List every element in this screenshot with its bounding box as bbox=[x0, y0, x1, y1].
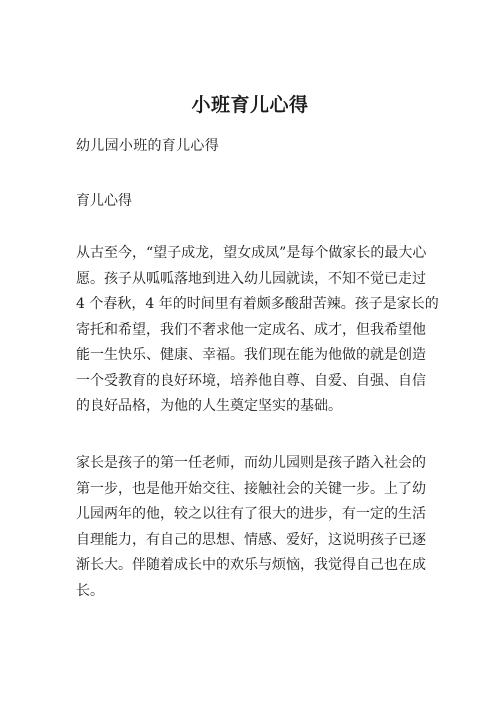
paragraph-1 bbox=[76, 241, 439, 420]
paragraph-line: 寄托和希望，我们不奢求他一定成名、成才，但我希望他 bbox=[76, 321, 426, 338]
paragraph-line: 能一生快乐、健康、幸福。我们现在能为他做的就是创造 bbox=[76, 347, 426, 363]
paragraph-line: 儿园两年的他，较之以往有了很大的进步，有一定的生活 bbox=[76, 506, 426, 522]
paragraph-line: 从古至今，“望子成龙，望女成凤”是每个做家长的最大心 bbox=[76, 245, 427, 261]
paragraph-2 bbox=[76, 451, 426, 604]
paragraph-line: 的良好品格，为他的人生奠定坚实的基础。 bbox=[76, 398, 342, 414]
paragraph-line: 长。 bbox=[76, 582, 104, 599]
paragraph-line: 第一步，也是他开始交往、接触社会的关键一步。上了幼 bbox=[76, 480, 426, 497]
paragraph-line: 愿。孩子从呱呱落地到进入幼儿园就读，不知不觉已走过 bbox=[76, 270, 426, 287]
section-heading: 育儿心得 bbox=[76, 193, 132, 209]
paragraph-line: 自理能力，有自己的思想、情感、爱好，这说明孩子已逐 bbox=[76, 531, 426, 548]
paragraph-line: 4 个春秋，4 年的时间里有着颇多酸甜苦辣。孩子是家长的 bbox=[76, 296, 439, 312]
document-subtitle: 幼儿园小班的育儿心得 bbox=[76, 138, 219, 154]
paragraph-line: 一个受教育的良好环境，培养他自尊、自爱、自强、自信 bbox=[76, 372, 426, 389]
paragraph-line: 家长是孩子的第一任老师，而幼儿园则是孩子踏入社会的 bbox=[76, 455, 426, 471]
document-title: 小班育儿心得 bbox=[191, 94, 309, 116]
paragraph-line: 渐长大。伴随着成长中的欢乐与烦恼，我觉得自己也在成 bbox=[76, 557, 426, 573]
